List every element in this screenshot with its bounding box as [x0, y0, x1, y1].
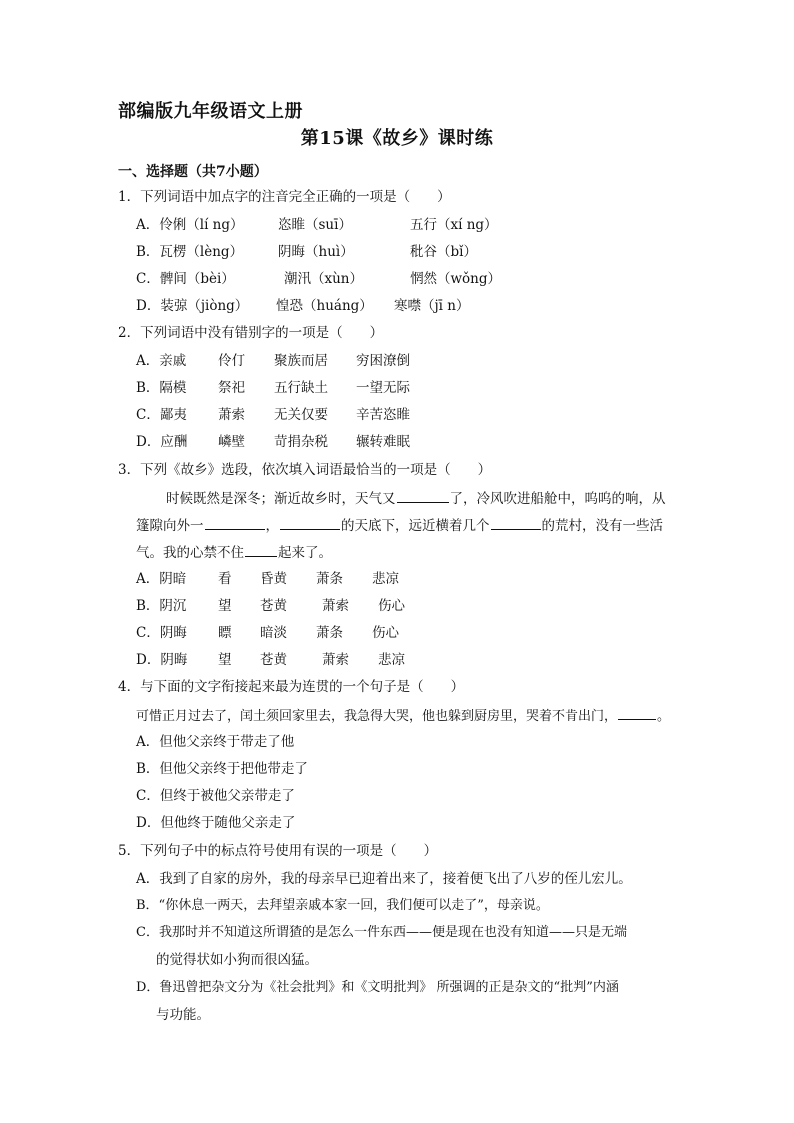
q3-c-word-4: 萧条	[316, 625, 343, 641]
q3-c-word-1: C．阴晦	[136, 625, 187, 641]
q3-d-word-4: 萧索	[322, 652, 349, 668]
q4-passage-text: 可惜正月过去了，闰土须回家里去，我急得大哭，他也躲到厨房里，哭着不肯出门，	[136, 709, 618, 724]
q2-c-word-3: 无关仅要	[274, 407, 328, 423]
q1-b-term-2: 阴晦（huì）	[278, 244, 354, 260]
q3-a-word-4: 萧条	[316, 571, 343, 587]
q3-b-word-5: 伤心	[378, 598, 405, 614]
q3-d-word-1: D．阴晦	[136, 652, 188, 668]
q1-a-term-3: 五行（xí ng）	[410, 217, 498, 233]
q5-option-c: C．我那时并不知道这所谓猹的是怎么一件东西——便是现在也没有知道——只是无端	[136, 925, 627, 940]
q3-text: 时候既然是深冬；渐近故乡时，天气又	[166, 491, 396, 507]
q2-c-word-2: 萧索	[218, 407, 245, 423]
fill-blank-4	[491, 516, 541, 530]
q4-option-c: C．但终于被他父亲带走了	[136, 788, 295, 804]
question-1-stem: 1．下列词语中加点字的注音完全正确的一项是（ ）	[118, 189, 451, 205]
q4-passage-end: 。	[657, 709, 671, 724]
q2-a-word-2: 伶仃	[218, 353, 245, 369]
q1-d-term-2: 惶恐（huáng）	[276, 298, 373, 314]
q1-c-term-2: 潮汛（xùn）	[284, 271, 364, 287]
q2-d-word-1: D．应酬	[136, 434, 188, 450]
fill-blank-3	[280, 516, 340, 530]
q3-a-word-2: 看	[218, 571, 232, 587]
q3-d-word-3: 苍黄	[260, 652, 287, 668]
q3-text: 的天底下，远近横着几个	[341, 518, 490, 534]
q3-c-word-3: 暗淡	[260, 625, 287, 641]
fill-blank-2	[205, 516, 265, 530]
q4-option-d: D．但他终于随他父亲走了	[136, 815, 296, 831]
q4-option-b: B．但他父亲终于把他带走了	[136, 761, 308, 777]
q3-a-word-1: A．阴暗	[136, 571, 187, 587]
fill-blank-6	[618, 706, 656, 720]
q5-option-c-cont: 的觉得状如小狗而很凶猛。	[156, 952, 318, 968]
q1-c-term-1: C．髀间（bèi）	[136, 271, 235, 287]
q1-b-term-1: B．瓦楞（lèng）	[136, 244, 244, 260]
q3-a-word-3: 昏黄	[260, 571, 287, 587]
q2-b-word-1: B．隔模	[136, 380, 187, 396]
question-2-stem: 2．下列词语中没有错别字的一项是（ ）	[118, 325, 384, 341]
q2-c-word-1: C．鄙夷	[136, 407, 187, 423]
section-heading: 一、选择题（共7小题）	[118, 164, 268, 180]
q1-b-term-3: 秕谷（bǐ）	[410, 244, 477, 260]
q3-text: 起来了。	[278, 545, 332, 561]
q3-text: 了，冷风吹进船舱中，呜呜的响，从	[449, 491, 666, 507]
q2-a-word-3: 聚族而居	[274, 353, 328, 369]
q2-d-word-3: 苛捐杂税	[274, 434, 328, 450]
fill-blank-5	[245, 543, 277, 557]
lesson-title: 第15课《故乡》课时练	[300, 128, 494, 149]
question-5-stem: 5．下列句子中的标点符号使用有误的一项是（ ）	[118, 843, 438, 859]
q3-text: 的荒村，没有一些活	[541, 518, 663, 534]
question-3-stem: 3．下列《故乡》选段，依次填入词语最恰当的一项是（ ）	[118, 462, 492, 478]
q3-text: 篷隙向外一	[136, 518, 204, 534]
question-4-stem: 4．与下面的文字衔接起来最为连贯的一个句子是（ ）	[118, 679, 465, 695]
q1-d-term-1: D．装弶（jiòng）	[136, 298, 249, 314]
q4-option-a: A．但他父亲终于带走了他	[136, 734, 295, 750]
q3-a-word-5: 悲凉	[372, 571, 399, 587]
q5-option-a: A．我到了自家的房外，我的母亲早已迎着出来了，接着便飞出了八岁的侄儿宏儿。	[136, 871, 632, 887]
q3-passage-line-1	[166, 489, 666, 508]
q3-b-word-2: 望	[218, 598, 232, 614]
q2-b-word-4: 一望无际	[356, 380, 410, 396]
q3-passage-line-2	[136, 516, 663, 535]
q3-d-word-5: 悲凉	[378, 652, 405, 668]
q2-b-word-2: 祭祀	[218, 380, 245, 396]
fill-blank-1	[397, 489, 449, 503]
q2-a-word-4: 穷困潦倒	[356, 353, 410, 369]
book-title: 部编版九年级语文上册	[118, 101, 303, 122]
q3-b-word-1: B．阴沉	[136, 598, 187, 614]
q2-b-word-3: 五行缺土	[274, 380, 328, 396]
q3-c-word-5: 伤心	[372, 625, 399, 641]
q3-c-word-2: 瞟	[218, 625, 232, 641]
q1-c-term-3: 惘然（wǒng）	[410, 271, 502, 287]
q5-option-d: D．鲁迅曾把杂文分为《社会批判》和《文明批判》 所强调的正是杂文的“批判”内涵	[136, 980, 619, 995]
q2-a-word-1: A．亲戚	[136, 353, 187, 369]
q5-option-d-cont: 与功能。	[156, 1007, 210, 1023]
q1-a-term-2: 恣睢（suī）	[278, 217, 352, 233]
q1-a-term-1: A．伶俐（lí ng）	[136, 217, 244, 233]
q2-c-word-4: 辛苦恣睢	[356, 407, 410, 423]
q1-d-term-3: 寒噤（jī n）	[394, 298, 470, 314]
q4-passage	[136, 706, 670, 726]
q3-b-word-4: 萧索	[322, 598, 349, 614]
q5-option-b: B．“你休息一两天，去拜望亲戚本家一回，我们便可以走了”，母亲说。	[136, 898, 549, 913]
q2-d-word-4: 辗转难眠	[356, 434, 410, 450]
q3-b-word-3: 苍黄	[260, 598, 287, 614]
q2-d-word-2: 嶙壁	[218, 434, 245, 450]
q3-text: 气。我的心禁不住	[136, 545, 244, 561]
q3-text: ，	[265, 518, 279, 534]
q3-passage-line-3	[136, 543, 332, 562]
q3-d-word-2: 望	[218, 652, 232, 668]
